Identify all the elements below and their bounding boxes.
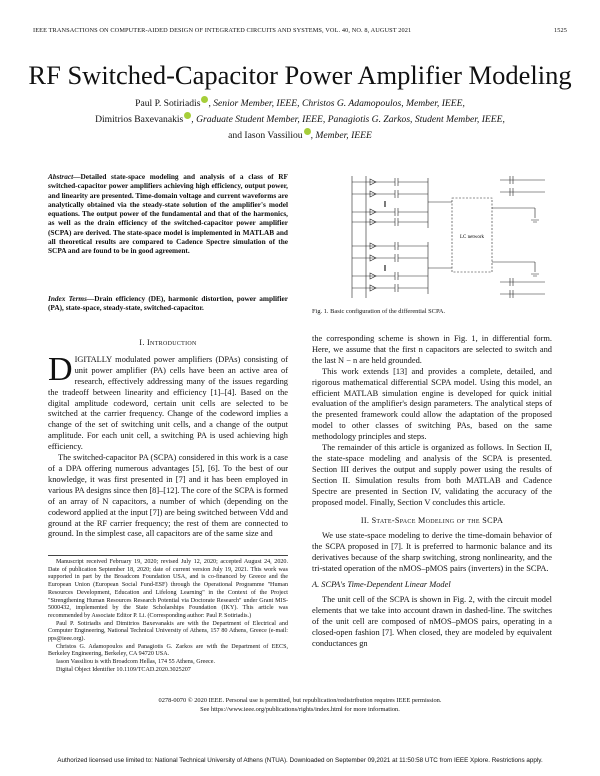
- section-2-heading: [312, 516, 552, 527]
- footnote-affil-3: Iason Vassiliou is with Broadcom Hellas, 174 55 Athens, Greece.: [56, 659, 215, 666]
- section-1-title: Introduction: [147, 338, 197, 347]
- author-list: [40, 96, 560, 144]
- figure-caption: Fig. 1. Basic configuration of the differential SCPA.: [312, 308, 446, 315]
- author-sotiriadis[interactable]: Paul P. Sotiriadis: [135, 98, 201, 109]
- right-paragraph-3: The remainder of this article is organized as follows. In Section II, the state-space modeling and analysis of the SCPA is presented. Section III derives the output and supply power using the results of Section II. Simulation results from both MATLAB and Cadence Spectre are presented in Section IV, validating the accuracy of the proposed model. Finally, Section V concludes this article.: [312, 443, 552, 507]
- copyright-line-2[interactable]: See https://www.ieee.org/publications/rights/index.html for more information.: [200, 705, 400, 713]
- figure-box-label: LC network: [459, 235, 485, 240]
- section-2-num: II.: [360, 515, 372, 525]
- author-affil-2: , Graduate Student Member, IEEE, Panagiotis G. Zarkos, Student Member, IEEE,: [191, 114, 505, 125]
- index-terms-label: Index Terms: [48, 294, 87, 303]
- subsection-a-heading: A. SCPA's Time-Dependent Linear Model: [312, 580, 451, 590]
- page-number: 1525: [554, 27, 567, 34]
- section-2-title: State-Space Modeling of the SCPA: [371, 515, 504, 525]
- right-column: [312, 334, 552, 649]
- journal-name: IEEE TRANSACTIONS ON COMPUTER-AIDED DESIGN OF INTEGRATED CIRCUITS AND SYSTEMS, VOL. 40, NO. 8, AUGUST 2021: [33, 27, 412, 34]
- section-1-heading: [48, 338, 288, 349]
- abstract: [48, 172, 288, 256]
- footnote-manuscript: Manuscript received February 19, 2020; revised July 12, 2020; accepted August 24, 2020. Date of publication September 18, 2020; date of current version July 19, 2021. This work was supported in part by the Broadcom Foundation USA, and is co-financed by Greece and the European Union (European Social Fund-ESF) through the Operational Programme "Human Resources Development, Education and Lifelong Learning" in the Context of the Project "Strengthening Human Resources Research Potential via Doctorate Research" under Grant MIS-5000432, implemented by the State Scholarships Foundation (IKY). This article was recommended by Associate Editor P. Li. (Corresponding author: Paul P. Sotiriadis.): [48, 559, 288, 619]
- section-1-paragraph-2: The switched-capacitor PA (SCPA) considered in this work is a case of a DPA offering numerous advantages [5], [6]. To the best of our knowledge, it was first presented in [7] and it has been employed in various PA designs since then [8]–[12]. The core of the SCPA is formed of an array of N capacitors, a number of which (depending on the codeword applied at the input [7]) are being switched between Vdd and ground at the RF carrier frequency; the rest of them are connected to ground. In the simplest case, all capacitors are of the same size and: [48, 453, 288, 539]
- section-1-num: I.: [139, 338, 148, 347]
- footnote-affil-2: Christos G. Adamopoulos and Panagiotis G. Zarkos are with the Department of EECS, Berkeley Engineering, Berkeley, CA 94720 USA.: [48, 643, 288, 658]
- footnote-doi[interactable]: Digital Object Identifier 10.1109/TCAD.2020.3025207: [56, 666, 191, 673]
- author-vassiliou[interactable]: and Iason Vassiliou: [228, 130, 303, 141]
- author-affil-3: , Member, IEEE: [310, 130, 372, 141]
- author-affil-1: , Senior Member, IEEE, Christos G. Adamopoulos, Member, IEEE,: [208, 98, 465, 109]
- right-paragraph-1: the corresponding scheme is shown in Fig. 1, in differential form. Here, we assume that the first n capacitors are selected to switch and the last N − n are held grounded.: [312, 334, 552, 365]
- author-baxevanakis[interactable]: Dimitrios Baxevanakis: [95, 114, 184, 125]
- copyright-line-1: 0278-0070 © 2020 IEEE. Personal use is permitted, but republication/redistribution requires IEEE permission.: [158, 697, 442, 704]
- right-paragraph-2: This work extends [13] and provides a complete, detailed, and rigorous mathematical differential SCPA model. Using this model, an efficient MATLAB simulation engine is developed for quick initial evaluation of the amplifier's design parameters. The analytical steps of the presented framework could allow the adaptation of the proposed model to other classes of switching PAs, based on the same methodology principles and steps.: [312, 366, 552, 442]
- abstract-label: Abstract: [48, 172, 74, 181]
- paper-title: RF Switched-Capacitor Power Amplifier Modeling: [28, 60, 572, 90]
- orcid-icon[interactable]: [304, 128, 311, 135]
- footnote-affil-1: Paul P. Sotiriadis and Dimitrios Baxevanakis are with the Department of Electrical and Computer Engineering, National Technical University of Athens, 157 80 Athens, Greece (e-mail: pps@ieee.org).: [48, 620, 288, 643]
- footnote: [48, 555, 288, 675]
- subsection-a-paragraph-1: The unit cell of the SCPA is shown in Fig. 2, with the circuit model elements that we take into account drawn in dashed-line. The switches of the unit cell are composed of nMOS–pMOS pairs, operating in a closed-open fashion [7]. When closed, they are modeled by equivalent conductances gn: [312, 594, 552, 648]
- left-column: [48, 338, 288, 540]
- drop-cap: D: [48, 350, 73, 388]
- section-1-paragraph-1: DIGITALLY modulated power amplifiers (DPAs) consisting of unit power amplifier (PA) cells have been an active area of research, effectively addressing many of the issues regarding the tradeoff between linearity and efficiency [1]–[4]. Based on the digital amplitude codeword, certain unit cells are selected to be switched at the carrier frequency. Change of the codeword implies a change of the set of switching unit cells, and a change of the output amplitude. For each unit cell, a switching PA is used achieving high efficiency.: [48, 350, 288, 452]
- abstract-text: —Detailed state-space modeling and analysis of a class of RF switched-capacitor power amplifiers achieving high efficiency, output power, and linearity are presented. Time-domain voltage and current waveforms are analytically obtained via the steady-state solution of the amplifier's model equations. The output power of the fundamental and that of the harmonics, as well as the drain efficiency of the switched-capacitor power amplifier (SCPA) are derived. The state-space model is implemented in MATLAB and all theoretical results are compared to Cadence Spectre simulation of the SCPA and are found to be in good agreement.: [48, 172, 288, 256]
- copyright-notice: [0, 697, 600, 714]
- index-terms-text: —Drain efficiency (DE), harmonic distortion, power amplifier (PA), state-space, steady-state, switched-capacitor.: [48, 294, 288, 313]
- running-header: [33, 27, 567, 34]
- license-banner: Authorized licensed use limited to: National Technical University of Athens (NTUA). Downloaded on September 09,2021 at 11:50:58 UTC from IEEE Xplore. Restrictions apply.: [57, 757, 543, 764]
- index-terms: [48, 294, 288, 313]
- section-2-paragraph-1: We use state-space modeling to derive the time-domain behavior of the SCPA proposed in [7]. It is preferred to harmonic balance and its derivatives because of the sharp switching, strong nonlinearity, and the tri-stated operation of the nMOS–pMOS pairs (inverters) in the SCPA.: [312, 531, 552, 574]
- figure-1-circuit: [340, 172, 555, 302]
